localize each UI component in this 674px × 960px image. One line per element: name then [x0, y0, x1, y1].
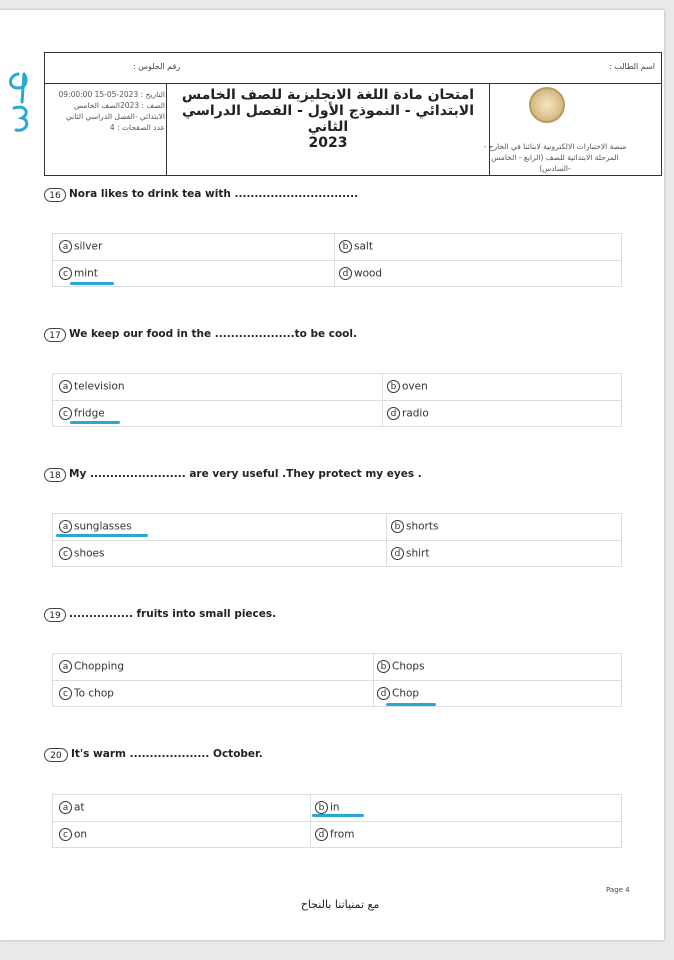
- answer-underline-16: [70, 282, 114, 285]
- platform-line2: المرحلة الابتدائية للصف (الرابع - الخامس: [491, 153, 619, 162]
- platform-info: [467, 141, 643, 174]
- option-19-a[interactable]: a Chopping: [59, 660, 124, 673]
- options-table-19: [52, 653, 622, 707]
- exam-title-line2: الابتدائي - النموذج الأول - الفصل الدراسي الثاني: [181, 103, 474, 135]
- page-number: Page 4: [606, 886, 630, 894]
- exam-title-line1: امتحان مادة اللغة الانجليزية للصف الخامس: [181, 87, 475, 103]
- seat-number-label: رقم الجلوس :: [133, 62, 181, 71]
- answer-underline-20: [312, 814, 364, 817]
- question-text-20: It's warm .................... October.: [71, 748, 263, 760]
- question-number-17: 17: [44, 328, 66, 342]
- answer-underline-17: [70, 421, 120, 424]
- options-table-20: [52, 794, 622, 848]
- option-17-a[interactable]: a television: [59, 380, 125, 393]
- exam-title-year: 2023: [308, 135, 348, 151]
- exam-header-table: [44, 52, 662, 176]
- option-17-d[interactable]: d radio: [387, 407, 429, 420]
- option-18-c[interactable]: c shoes: [59, 547, 104, 560]
- question-text-16: Nora likes to drink tea with ...............................: [69, 188, 359, 200]
- platform-line1: منصة الاختبارات الالكترونية لابنائنا في الخارج -: [483, 142, 627, 151]
- option-20-a[interactable]: a at: [59, 801, 85, 814]
- question-number-16: 16: [44, 188, 66, 202]
- option-20-c[interactable]: c on: [59, 828, 87, 841]
- options-table-18: [52, 513, 622, 567]
- handwritten-score-mark: [4, 68, 44, 148]
- question-number-20: 20: [44, 748, 68, 762]
- good-luck-message: مع تمنياتنا بالنجاح: [300, 898, 380, 911]
- student-name-label: اسم الطالب :: [609, 62, 655, 71]
- option-19-d[interactable]: d Chop: [377, 687, 419, 700]
- options-table-17: [52, 373, 622, 427]
- option-16-b[interactable]: b salt: [339, 240, 373, 253]
- option-19-c[interactable]: c To chop: [59, 687, 114, 700]
- exam-term: الابتدائي -الفصل الدراسي الثاني: [65, 112, 165, 121]
- question-number-18: 18: [44, 468, 66, 482]
- question-text-19: ................ fruits into small pieces.: [69, 608, 277, 620]
- answer-underline-19: [386, 703, 436, 706]
- ministry-seal-logo: [529, 87, 565, 123]
- exam-pages: عدد الصفحات : 4: [109, 123, 165, 132]
- option-20-d[interactable]: d from: [315, 828, 354, 841]
- option-20-b[interactable]: b in: [315, 801, 340, 814]
- exam-info-block: [47, 89, 165, 133]
- exam-class: الصف : 2023الصف الخامس: [73, 101, 165, 110]
- question-number-19: 19: [44, 608, 66, 622]
- exam-date: التاريخ : 2023-05-15 09:00:00: [58, 90, 165, 99]
- option-17-c[interactable]: c fridge: [59, 407, 105, 420]
- platform-line3: -السادس): [539, 164, 571, 173]
- option-18-b[interactable]: b shorts: [391, 520, 438, 533]
- option-18-d[interactable]: d shirt: [391, 547, 429, 560]
- option-19-b[interactable]: b Chops: [377, 660, 425, 673]
- question-text-17: We keep our food in the ....................to be cool.: [69, 328, 357, 340]
- exam-title: [167, 87, 489, 151]
- options-table-16: [52, 233, 622, 287]
- option-18-a[interactable]: a sunglasses: [59, 520, 132, 533]
- question-text-18: My ........................ are very useful .They protect my eyes .: [69, 468, 422, 480]
- answer-underline-18: [56, 534, 148, 537]
- option-17-b[interactable]: b oven: [387, 380, 428, 393]
- option-16-d[interactable]: d wood: [339, 267, 382, 280]
- option-16-c[interactable]: c mint: [59, 267, 98, 280]
- option-16-a[interactable]: a silver: [59, 240, 102, 253]
